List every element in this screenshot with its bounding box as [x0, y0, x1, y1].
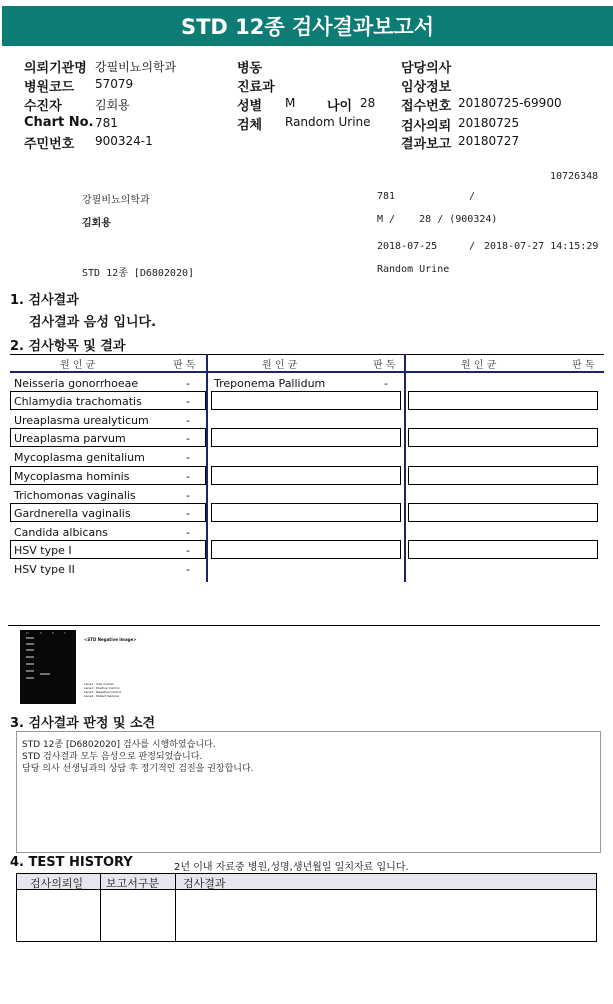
row-box	[211, 466, 401, 485]
organism-result: -	[186, 470, 190, 483]
label-age: 나이	[327, 99, 353, 114]
history-header-result: 검사결과	[183, 877, 226, 890]
organism-result: -	[186, 395, 190, 408]
table-col-header-3	[406, 355, 604, 371]
label-receipt-no: 접수번호	[401, 99, 452, 114]
gel-legend-item: Lane3 : Negative Control	[84, 690, 122, 694]
organism-name: Ureaplasma parvum	[14, 432, 126, 445]
label-resident-no: 주민번호	[24, 137, 75, 152]
organism-name: Neisseria gonorrhoeae	[14, 377, 139, 390]
table-divider-1	[206, 354, 208, 582]
gel-image	[20, 630, 76, 704]
organism-result: -	[186, 377, 190, 390]
opinion-line: 담당 의사 선생님과의 상담 후 정기적인 검진을 권장합니다.	[22, 764, 254, 774]
value-requesting-org: 강필비뇨의학과	[95, 60, 177, 74]
table-col-header-1	[10, 355, 206, 371]
col-header-org-3: 원 인 균	[461, 360, 497, 371]
history-header-date: 검사의뢰일	[30, 877, 84, 890]
info-code: 10726348	[550, 171, 599, 182]
opinion-box	[16, 731, 601, 853]
row-box	[408, 466, 598, 485]
value-sex: M	[285, 96, 296, 110]
row-box	[211, 503, 401, 522]
label-chart-no: Chart No.	[24, 115, 94, 130]
history-header-row	[17, 874, 596, 889]
value-report-date: 20180727	[458, 134, 520, 148]
organism-name: Trichomonas vaginalis	[14, 489, 136, 502]
gel-legend-item: Lane4 : Patient Sample	[84, 694, 119, 698]
organism-result: -	[186, 507, 190, 520]
report-title: STD 12종 검사결과보고서	[2, 6, 613, 46]
history-col-divider	[175, 873, 176, 942]
opinion-line: STD 12종 [D6802020] 검사를 시행하였습니다.	[22, 740, 216, 750]
value-hospital-code: 57079	[95, 77, 134, 91]
opinion-text	[22, 739, 254, 775]
label-request-date: 검사의뢰	[401, 119, 452, 134]
value-specimen: Random Urine	[285, 115, 371, 129]
col-header-result-2: 판 독	[373, 360, 396, 371]
info-slash: /	[469, 191, 476, 202]
organism-result: -	[186, 451, 190, 464]
history-header-report-type: 보고서구분	[106, 877, 160, 890]
info-clinic: 강필비뇨의학과	[82, 195, 150, 206]
table-divider-2	[404, 354, 406, 582]
organism-name: Treponema Pallidum	[214, 377, 326, 390]
value-resident-no: 900324-1	[95, 134, 153, 148]
gel-bands	[20, 630, 76, 704]
organism-result: -	[186, 544, 190, 557]
svg-text:N: N	[52, 631, 55, 635]
gel-legend-item: Lane1 : Size marker	[84, 682, 114, 686]
row-box	[408, 391, 598, 410]
value-receipt-no: 20180725-69900	[458, 96, 562, 110]
table-col-header-2	[208, 355, 404, 371]
opinion-line: STD 검사결과 모두 음성으로 판정되었습니다.	[22, 752, 203, 762]
label-clinical-info: 임상정보	[401, 80, 452, 95]
organism-result: -	[186, 526, 190, 539]
organism-result: -	[186, 489, 190, 502]
col-header-org-1: 원 인 균	[60, 360, 96, 371]
history-col-divider	[100, 873, 101, 942]
history-header-line	[16, 889, 597, 890]
section-3-title: 3. 검사결과 판정 및 소견	[10, 716, 156, 731]
section-2-title: 2. 검사항목 및 결과	[10, 339, 126, 354]
info-patient: 김회용	[82, 218, 111, 229]
history-note: 2년 이내 자료중 병원,성명,생년월일 일치자료 입니다.	[174, 862, 409, 873]
label-sex: 성별	[237, 99, 263, 114]
organism-result: -	[186, 563, 190, 576]
organism-name: Mycoplasma hominis	[14, 470, 130, 483]
table-header-line	[10, 371, 604, 373]
info-chart: 781	[377, 191, 396, 202]
label-specimen: 검체	[237, 118, 263, 133]
info-date-to: 2018-07-27 14:15:29	[484, 241, 599, 252]
svg-text:S: S	[64, 631, 66, 635]
svg-text:M: M	[26, 631, 29, 635]
gel-caption: <STD Negative Image>	[84, 637, 137, 642]
gel-legend	[84, 682, 121, 698]
row-box	[211, 428, 401, 447]
gel-legend-item: Lane2 : Positive Control	[84, 686, 120, 690]
section-1-result: 검사결과 음성 입니다.	[29, 315, 157, 330]
section-1-title: 1. 검사결과	[10, 293, 79, 308]
info-date-from: 2018-07-25	[377, 241, 438, 252]
section-4-title: 4. TEST HISTORY	[10, 855, 133, 870]
value-chart-no: 781	[95, 116, 118, 130]
label-requesting-org: 의뢰기관명	[24, 61, 87, 76]
divider-line	[8, 625, 600, 626]
organism-name: Ureaplasma urealyticum	[14, 414, 149, 427]
col-header-result-1: 판 독	[173, 360, 196, 371]
row-box	[408, 540, 598, 559]
organism-name: HSV type I	[14, 544, 72, 557]
organism-result: -	[186, 414, 190, 427]
organism-name: Gardnerella vaginalis	[14, 507, 131, 520]
row-box	[408, 428, 598, 447]
info-date-sep: /	[469, 241, 476, 252]
organism-result: -	[384, 377, 388, 390]
label-patient: 수진자	[24, 99, 62, 114]
organism-name: Mycoplasma genitalium	[14, 451, 145, 464]
label-department: 진료과	[237, 80, 275, 95]
label-hospital-code: 병원코드	[24, 80, 75, 95]
label-report-date: 결과보고	[401, 137, 452, 152]
row-box	[408, 503, 598, 522]
organism-result: -	[186, 432, 190, 445]
organism-name: Candida albicans	[14, 526, 108, 539]
value-patient: 김회용	[95, 98, 130, 112]
organism-name: HSV type II	[14, 563, 75, 576]
info-specimen: Random Urine	[377, 264, 450, 275]
svg-text:P: P	[40, 631, 42, 635]
info-sex-age: M / 28 / (900324)	[377, 214, 498, 225]
label-doctor: 담당의사	[401, 61, 452, 76]
label-ward: 병동	[237, 61, 263, 76]
col-header-result-3: 판 독	[572, 360, 595, 371]
value-age: 28	[360, 96, 376, 110]
value-request-date: 20180725	[458, 116, 520, 130]
info-test: STD 12종 [D6802020]	[82, 268, 195, 279]
organism-name: Chlamydia trachomatis	[14, 395, 142, 408]
row-box	[211, 391, 401, 410]
row-box	[211, 540, 401, 559]
col-header-org-2: 원 인 균	[262, 360, 298, 371]
